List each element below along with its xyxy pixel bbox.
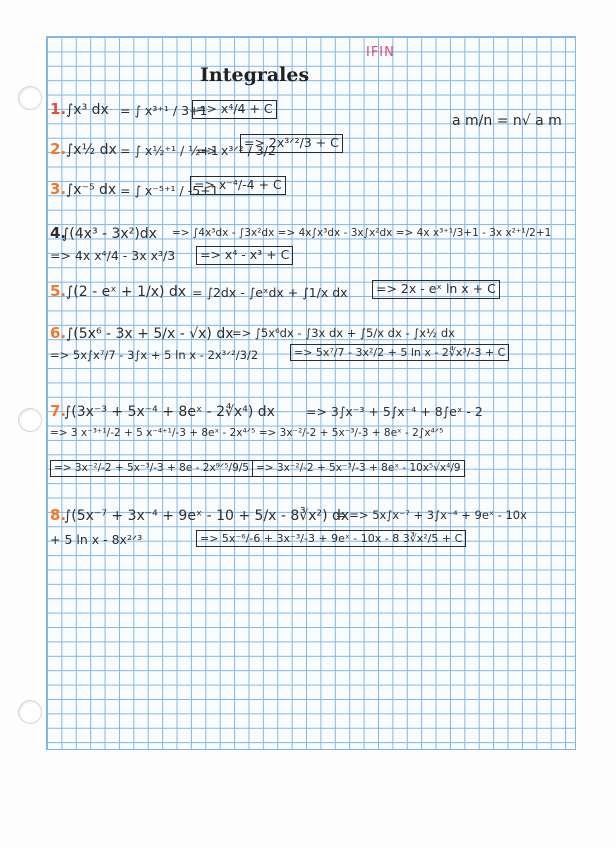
boxed-answer: => 2x³ᐟ²/3 + C bbox=[240, 134, 343, 153]
page-title: Integrales bbox=[200, 64, 310, 86]
problem-number: 1. bbox=[50, 100, 67, 118]
boxed-answer: => x⁴ - x³ + C bbox=[196, 246, 293, 265]
work-line: = ∫2dx - ∫eˣdx + ∫1/x dx bbox=[192, 285, 348, 300]
problem-number: 7. bbox=[50, 402, 67, 420]
problem-statement: ∫(5x⁶ - 3x + 5/x - √x) dx bbox=[66, 326, 234, 342]
problem-statement: ∫x⁻⁵ dx bbox=[66, 182, 117, 198]
boxed-answer: => 3x⁻²/-2 + 5x⁻³/-3 + 8eˣ - 10x⁵√x⁴/9 bbox=[252, 460, 465, 477]
step: = ∫ x³⁺¹ / 3+1 bbox=[120, 103, 208, 118]
problem-number: 5. bbox=[50, 282, 67, 300]
work-line: => ∫5x⁶dx - ∫3x dx + ∫5/x dx - ∫x½ dx bbox=[232, 326, 455, 340]
work-line: => 5x∫x⁷/7 - 3∫x + 5 ln x - 2x³ᐟ²/3/2 bbox=[50, 348, 259, 362]
problem-statement: ∫(3x⁻³ + 5x⁻⁴ + 8eˣ - 2∜x⁴) dx bbox=[64, 404, 275, 420]
problem-statement: ∫(2 - eˣ + 1/x) dx bbox=[66, 284, 187, 300]
problem-statement: ∫x³ dx bbox=[66, 102, 109, 118]
problem-number: 3. bbox=[50, 180, 67, 198]
student-name: IFIN bbox=[366, 45, 395, 60]
boxed-answer: => x⁴/4 + C bbox=[192, 100, 277, 119]
problem-statement: ∫x½ dx bbox=[66, 142, 117, 158]
binder-hole bbox=[18, 700, 42, 724]
boxed-step: => 3x⁻²/-2 + 5x⁻³/-3 + 8e - 2x⁹ᐟ⁵/9/5 bbox=[50, 460, 253, 477]
boxed-answer: => 2x - eˣ ln x + C bbox=[372, 280, 500, 299]
work-line: = => 5x∫x⁻⁷ + 3∫x⁻⁴ + 9eˣ - 10x bbox=[336, 508, 527, 522]
binder-hole bbox=[18, 408, 42, 432]
problem-number: 8. bbox=[50, 506, 67, 524]
work-line: => 3∫x⁻³ + 5∫x⁻⁴ + 8∫eˣ - 2 bbox=[306, 404, 483, 419]
step: => x³ᐟ² / 3/2 bbox=[196, 143, 276, 158]
binder-hole bbox=[18, 86, 42, 110]
work-line: => 3 x⁻³⁺¹/-2 + 5 x⁻⁴⁺¹/-3 + 8eˣ - 2x⁴ᐟ⁵ => 3x⁻²/-2 + 5x⁻³/-3 + 8eˣ - 2∫x⁴ᐟ⁵ bbox=[50, 427, 444, 439]
problem-statement: ∫(4x³ - 3x²)dx bbox=[62, 226, 157, 242]
boxed-answer: => 5x⁻⁶/-6 + 3x⁻³/-3 + 9eˣ - 10x - 8 3∛x²/5 + C bbox=[196, 530, 466, 547]
problem-number: 6. bbox=[50, 324, 67, 342]
boxed-answer: => 5x⁷/7 - 3x²/2 + 5 ln x - 2∜x³/-3 + C bbox=[290, 344, 509, 361]
boxed-answer: => x⁻⁴/-4 + C bbox=[190, 176, 286, 195]
problem-number: 4. bbox=[50, 224, 67, 242]
work-line: + 5 ln x - 8x²ᐟ³ bbox=[50, 532, 143, 547]
problem-statement: ∫(5x⁻⁷ + 3x⁻⁴ + 9eˣ - 10 + 5/x - 8∛x²) dx bbox=[64, 508, 350, 524]
work-line: => ∫4x³dx - ∫3x²dx => 4x∫x³dx - 3x∫x²dx => 4x x³⁺¹/3+1 - 3x x²⁺¹/2+1 bbox=[172, 227, 552, 239]
problem-number: 2. bbox=[50, 140, 67, 158]
step: = ∫ x⁻⁵⁺¹ / -5+1 bbox=[120, 183, 219, 198]
exponent-rule: a m/n = n√ a m bbox=[452, 113, 562, 129]
work-line: => 4x x⁴/4 - 3x x³/3 bbox=[50, 248, 176, 263]
step: = ∫ x½⁺¹ / ½+1 bbox=[120, 143, 219, 158]
